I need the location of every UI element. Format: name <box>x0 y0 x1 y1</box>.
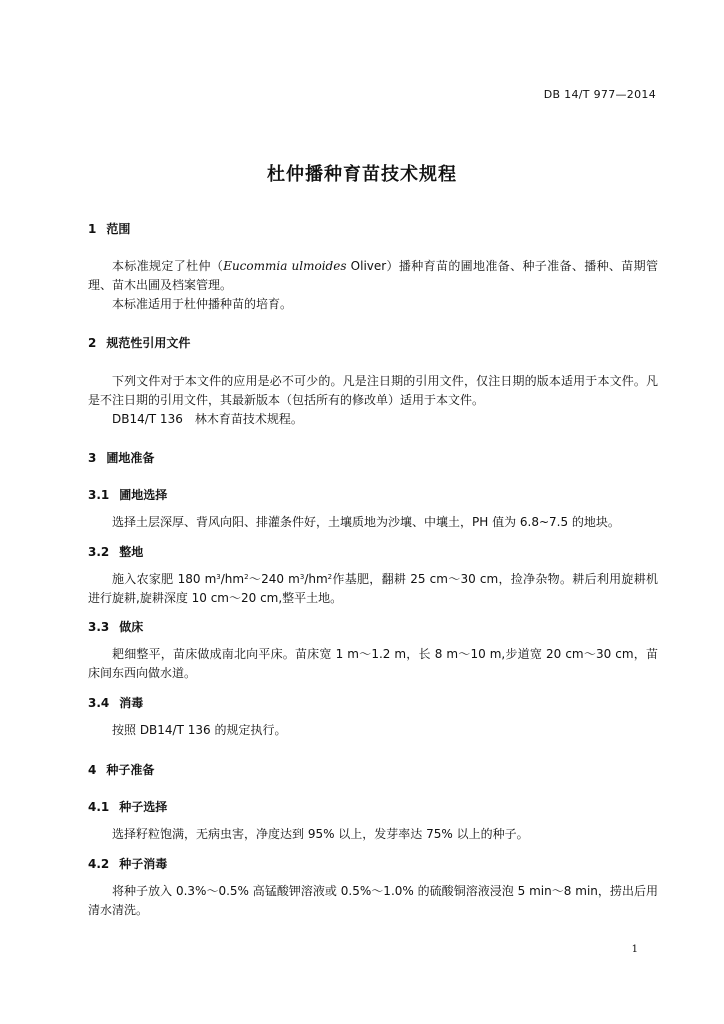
section-title: 种子选择 <box>119 800 168 814</box>
section-title: 圃地准备 <box>106 451 155 465</box>
section-number: 3.4 <box>88 696 110 710</box>
latin-name: Eucommia ulmoides <box>223 259 347 273</box>
section-4-1-heading <box>88 798 167 815</box>
section-number: 4.2 <box>88 857 110 871</box>
section-4-1-paragraph: 选择籽粒饱满，无病虫害，净度达到 95% 以上，发芽率达 75% 以上的种子。 <box>112 827 529 841</box>
section-2-heading <box>88 334 190 351</box>
section-number: 4.1 <box>88 800 110 814</box>
section-3-4-heading <box>88 694 143 711</box>
section-3-3-paragraph: 耙细整平，苗床做成南北向平床。苗床宽 1 m～1.2 m，长 8 m～10 m,步道宽 20 cm～30 cm，苗床间东西向做水道。 <box>88 647 658 680</box>
document-title: 杜仲播种育苗技术规程 <box>267 164 457 185</box>
section-title: 种子消毒 <box>119 857 168 871</box>
section-title: 种子准备 <box>106 763 155 777</box>
section-1-paragraph-2: 本标准适用于杜仲播种苗的培育。 <box>112 297 293 311</box>
text-span: /hm <box>304 572 328 586</box>
section-2-paragraph-1: 下列文件对于本文件的应用是必不可少的。凡是注日期的引用文件，仅注日期的版本适用于本文件。凡是不注日期的引用文件，其最新版本（包括所有的修改单）适用于本文件。 <box>88 374 658 407</box>
section-3-heading <box>88 449 154 466</box>
section-2-reference: DB14/T 136 林木育苗技术规程。 <box>112 412 303 426</box>
section-number: 2 <box>88 336 97 350</box>
section-3-1-heading <box>88 486 167 503</box>
page-number: 1 <box>631 944 638 955</box>
section-title: 圃地选择 <box>119 488 168 502</box>
section-4-heading <box>88 761 154 778</box>
section-number: 3.3 <box>88 620 110 634</box>
section-3-2-heading <box>88 543 143 560</box>
section-number: 4 <box>88 763 97 777</box>
section-title: 整地 <box>119 545 144 559</box>
section-4-2-paragraph: 将种子放入 0.3%～0.5% 高锰酸钾溶液或 0.5%～1.0% 的硫酸铜溶液浸泡 5 min～8 min，捞出后用清水清洗。 <box>88 884 658 917</box>
section-number: 3.1 <box>88 488 110 502</box>
superscript: 2 <box>327 573 333 581</box>
section-title: 消毒 <box>119 696 144 710</box>
section-title: 范围 <box>106 222 131 236</box>
section-3-3-heading <box>88 618 143 635</box>
superscript: 2 <box>244 573 249 581</box>
text-span: /hm <box>220 572 245 586</box>
superscript: 3 <box>216 573 221 581</box>
section-number: 1 <box>88 222 97 236</box>
section-number: 3 <box>88 451 97 465</box>
section-1-heading <box>88 220 130 237</box>
section-3-1-paragraph: 选择土层深厚、背风向阳、排灌条件好，土壤质地为沙壤、中壤土，PH 值为 6.8~7.5 的地块。 <box>112 515 620 529</box>
text-span: 施入农家肥 180 m <box>112 572 217 586</box>
section-number: 3.2 <box>88 545 110 559</box>
section-title: 规范性引用文件 <box>106 336 191 350</box>
section-1-paragraph-1 <box>88 257 658 295</box>
standard-code: DB 14/T 977—2014 <box>543 88 656 101</box>
section-title: 做床 <box>119 620 144 634</box>
text-span: 本标准规定了杜仲（ <box>112 259 224 273</box>
section-4-2-heading <box>88 855 167 872</box>
text-span: 作基肥，翻耕 25 cm～30 cm，捡净杂物。耕后利用旋耕机进行旋耕,旋耕深度 10 cm～20 cm,整平土地。 <box>88 572 658 605</box>
text-span: Oliver）播种育苗的圃地准备、种子准备、播种、苗期管理、苗木出圃及档案管理。 <box>88 259 658 292</box>
section-3-2-paragraph <box>88 570 658 608</box>
text-span: ～240 m <box>248 572 300 586</box>
section-3-4-paragraph: 按照 DB14/T 136 的规定执行。 <box>112 723 287 737</box>
superscript: 3 <box>299 573 305 581</box>
